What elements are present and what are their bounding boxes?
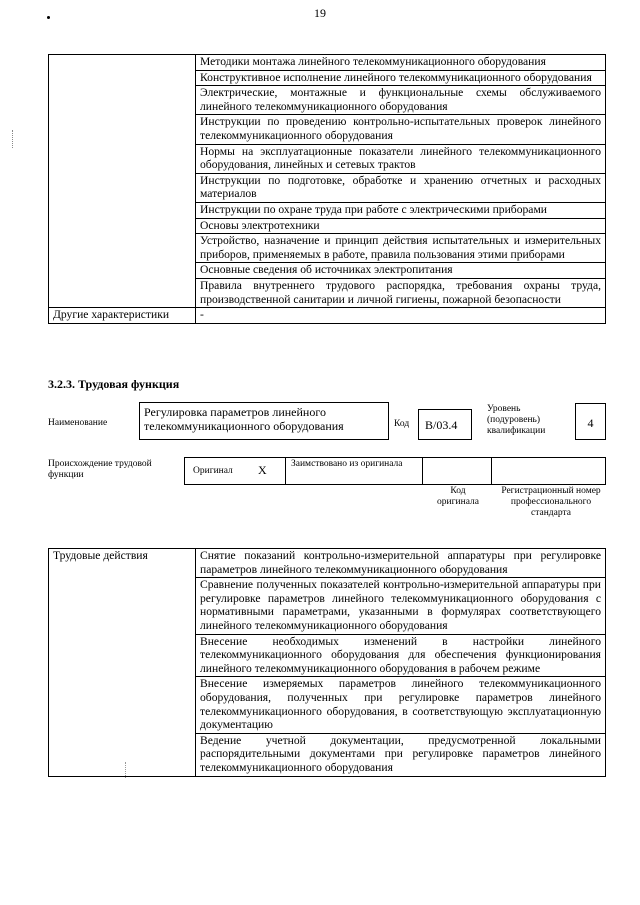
action-item: Сравнение полученных показателей контрольно-измерительной аппаратуры при регулировке параметров линейного телекоммуникационного оборудования с нормативными параметрами, указанными в формулярах соответствующего линейного телекоммуникационного оборудования [196, 578, 606, 634]
knowledge-item: Нормы на эксплуатационные показатели линейного телекоммуникационного оборудования, линейных и сетевых трактов [196, 144, 606, 173]
level-label: Уровень (подуровень) квалификации [487, 404, 546, 436]
knowledge-item: Конструктивное исполнение линейного телекоммуникационного оборудования [196, 70, 606, 86]
scan-mark [47, 16, 50, 19]
origin-divider [285, 457, 286, 485]
other-characteristics-value: - [196, 308, 606, 324]
origin-divider [422, 457, 423, 485]
scan-mark [12, 130, 16, 148]
action-item: Ведение учетной документации, предусмотренной локальными распорядительными документами при регулировке параметров линейного телекоммуникационного оборудования [196, 733, 606, 776]
section-heading: 3.2.3. Трудовая функция [48, 377, 180, 391]
original-label: Оригинал [193, 466, 233, 476]
code-value-box [418, 409, 472, 440]
knowledge-item: Методики монтажа линейного телекоммуникационного оборудования [196, 55, 606, 71]
knowledge-item: Правила внутреннего трудового распорядка, требования охраны труда, производственной санитарии и личной гигиены, пожарной безопасности [196, 278, 606, 307]
origin-divider [491, 457, 492, 485]
name-label: Наименование [48, 418, 108, 428]
actions-label: Трудовые действия [49, 549, 196, 777]
original-code-label: Код оригинала [437, 486, 479, 507]
knowledge-item: Электрические, монтажные и функциональные схемы обслуживаемого линейного телекоммуникационного оборудования [196, 86, 606, 115]
knowledge-item: Инструкции по проведению контрольно-испытательных проверок линейного телекоммуникационного оборудования [196, 115, 606, 144]
action-item: Внесение необходимых изменений в настройки линейного телекоммуникационного оборудования для обеспечения функционирования линейного телекоммуникационного оборудования в рабочем режиме [196, 634, 606, 677]
code-value: B/03.4 [425, 418, 458, 432]
knowledge-item: Инструкции по охране труда при работе с электрическими приборами [196, 202, 606, 218]
knowledge-item: Основы электротехники [196, 218, 606, 234]
page-number: 19 [314, 6, 326, 20]
action-item: Снятие показаний контрольно-измерительной аппаратуры при регулировке параметров линейного телекоммуникационного оборудования [196, 549, 606, 578]
registration-number-label: Регистрационный номер профессионального стандарта [501, 486, 601, 518]
knowledge-item: Основные сведения об источниках электропитания [196, 263, 606, 279]
borrowed-label: Заимствовано из оригинала [291, 459, 403, 469]
action-item: Внесение измеряемых параметров линейного телекоммуникационного оборудования, полученных при регулировке параметров линейного телекоммуникационного оборудования, в соответствующую эксплуатационную документацию [196, 677, 606, 733]
level-value: 4 [587, 416, 594, 430]
actions-table [48, 548, 606, 777]
code-label: Код [394, 419, 410, 429]
knowledge-item: Устройство, назначение и принцип действия испытательных и измерительных приборов, применяемых в работе, правила пользования этими приборами [196, 234, 606, 263]
original-mark: X [258, 463, 267, 477]
level-value-box [575, 403, 606, 440]
knowledge-label-cell [49, 55, 196, 308]
knowledge-table [48, 54, 606, 324]
origin-label: Происхождение трудовой функции [48, 459, 152, 480]
other-characteristics-label: Другие характеристики [49, 308, 196, 324]
knowledge-item: Инструкции по подготовке, обработке и хранению отчетных и расходных материалов [196, 173, 606, 202]
name-value: Регулировка параметров линейного телекоммуникационного оборудования [144, 405, 344, 433]
name-value-box [139, 402, 389, 440]
